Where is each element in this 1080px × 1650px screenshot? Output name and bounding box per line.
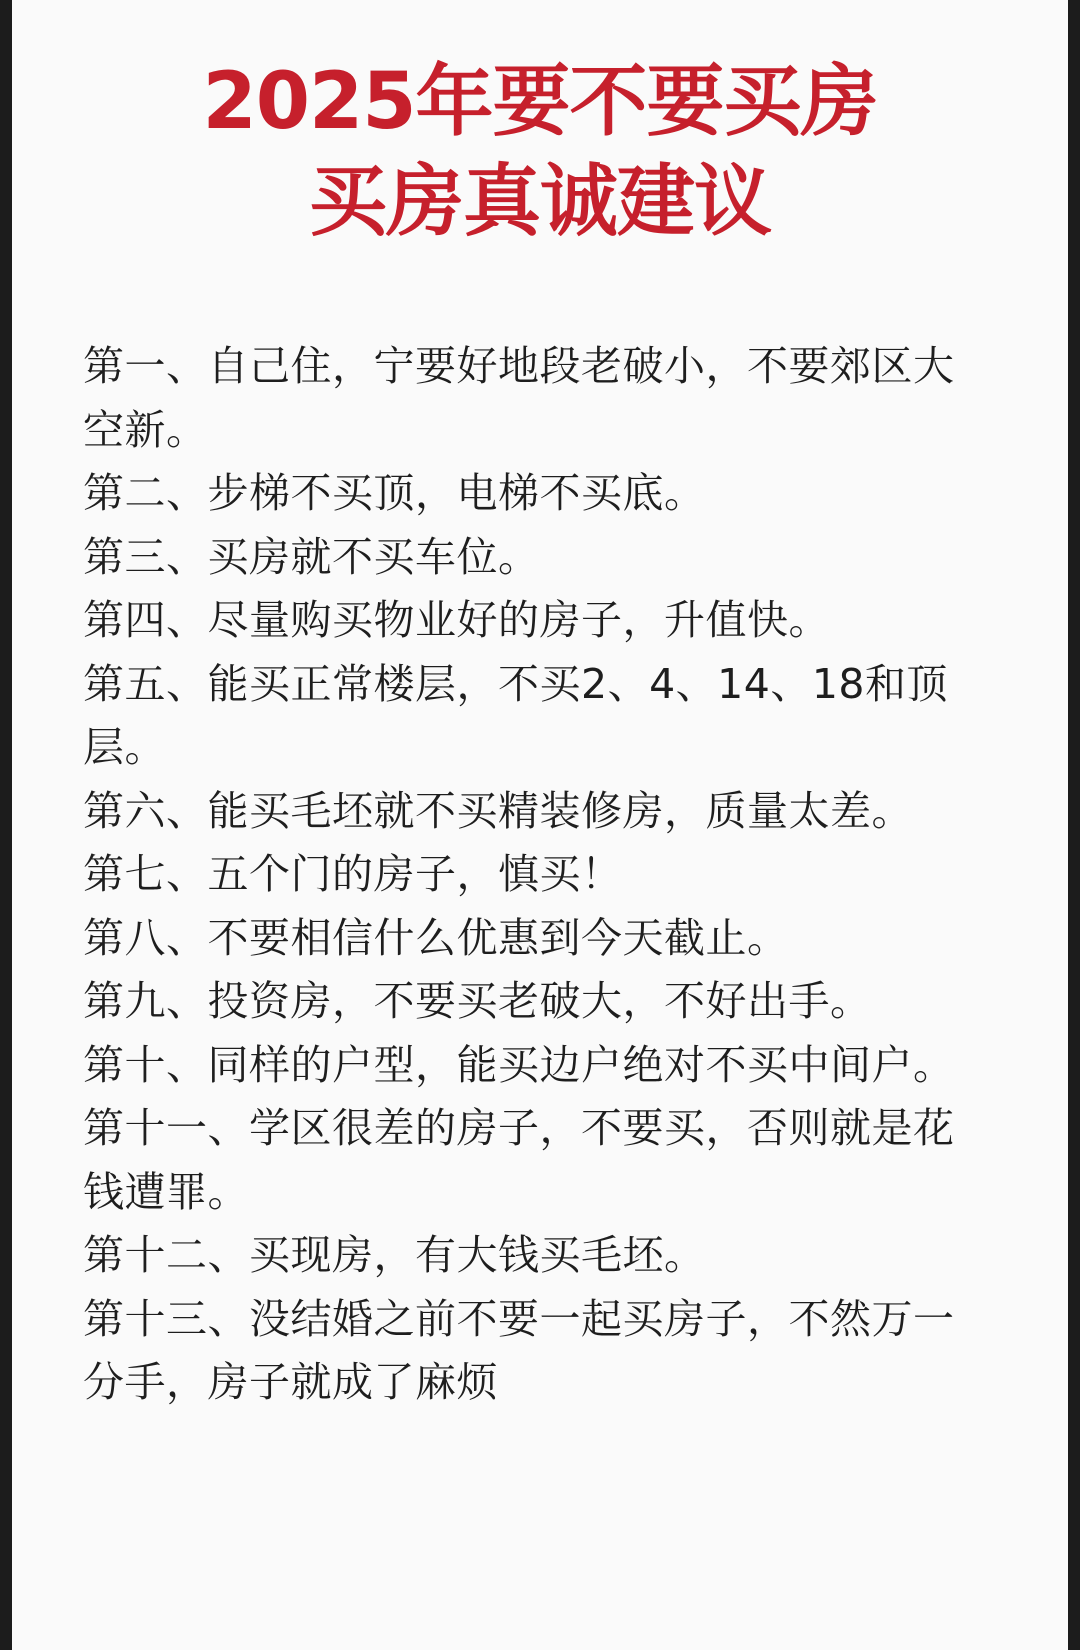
document-page	[12, 0, 1068, 1650]
title-line-2: 买房真诚建议	[308, 157, 771, 247]
list-item: 第三、买房就不买车位。	[83, 532, 540, 581]
list-item: 第九、投资房，不要买老破大，不好出手。	[83, 977, 872, 1025]
list-item: 第十、同样的户型，能买边户绝对不买中间户。	[83, 1040, 955, 1089]
title-line-1: 2025年要不要买房	[202, 57, 878, 147]
page-title	[12, 52, 1068, 252]
list-item: 第四、尽量购买物业好的房子，升值快。	[83, 596, 830, 644]
list-item: 第八、不要相信什么优惠到今天截止。	[83, 913, 789, 962]
list-item: 第七、五个门的房子，慎买！	[83, 850, 623, 898]
list-item: 第十一、学区很差的房子，不要买，否则就是花钱遭罪。	[83, 1104, 955, 1216]
list-item: 第六、能买毛坯就不买精装修房，质量太差。	[83, 786, 913, 835]
list-item: 第十二、买现房，有大钱买毛坯。	[83, 1231, 706, 1279]
list-item: 第十三、没结婚之前不要一起买房子，不然万一分手，房子就成了麻烦	[83, 1294, 955, 1406]
list-item: 第一、自己住，宁要好地段老破小，不要郊区大空新。	[83, 342, 955, 454]
advice-list	[83, 335, 983, 1415]
list-item: 第五、能买正常楼层，不买2、4、14、18和顶层。	[83, 659, 949, 771]
list-item: 第二、步梯不买顶，电梯不买底。	[83, 469, 706, 517]
